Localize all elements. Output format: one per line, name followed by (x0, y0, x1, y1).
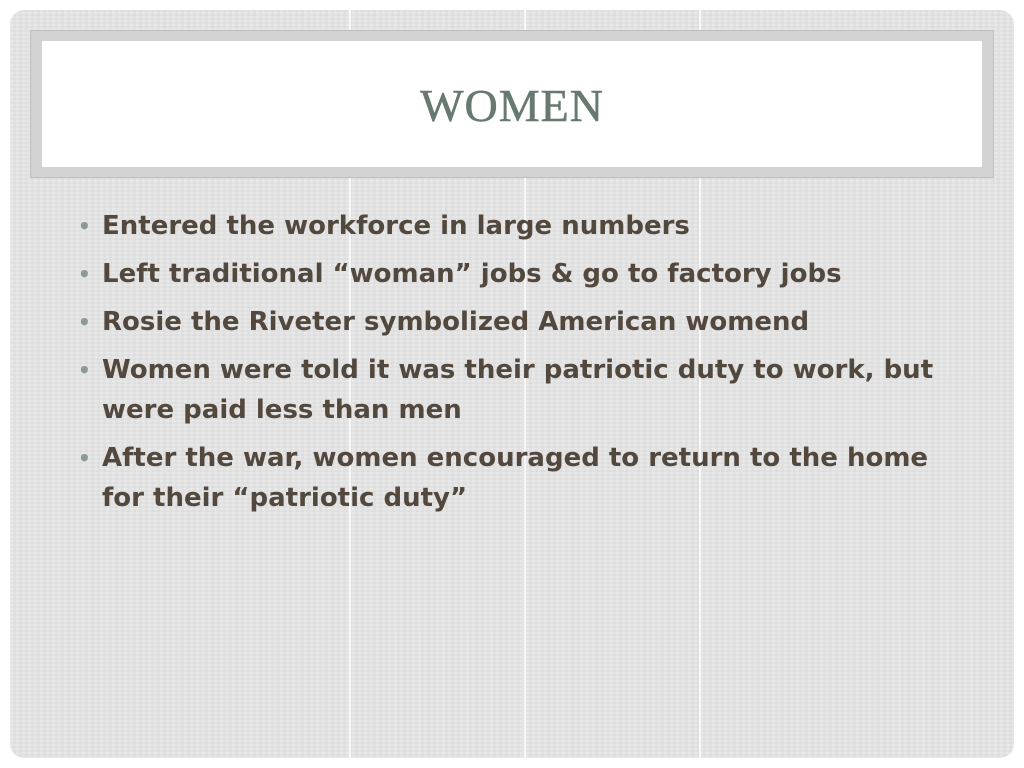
bullet-dot-icon: • (78, 310, 91, 334)
bullet-text: Left traditional “woman” jobs & go to factory jobs (102, 259, 842, 289)
bullet-dot-icon: • (78, 358, 91, 382)
bullet-item (78, 350, 978, 430)
title-box (42, 41, 982, 167)
bullet-list (78, 206, 978, 526)
bullet-text: Women were told it was their patriotic duty to work, but were paid less than men (102, 355, 934, 425)
bullet-dot-icon: • (78, 214, 91, 238)
bullet-item (78, 206, 978, 246)
bullet-dot-icon: • (78, 446, 91, 470)
bullet-item (78, 302, 978, 342)
bullet-dot-icon: • (78, 262, 91, 286)
bullet-text: After the war, women encouraged to return to the home for their “patriotic duty” (102, 443, 929, 513)
slide (10, 10, 1014, 758)
bullet-text: Rosie the Riveter symbolized American womend (102, 307, 810, 337)
bullet-item (78, 254, 978, 294)
slide-title: WOMEN (420, 79, 604, 131)
bullet-item (78, 438, 978, 518)
bullet-text: Entered the workforce in large numbers (102, 211, 690, 241)
title-frame (30, 30, 994, 178)
